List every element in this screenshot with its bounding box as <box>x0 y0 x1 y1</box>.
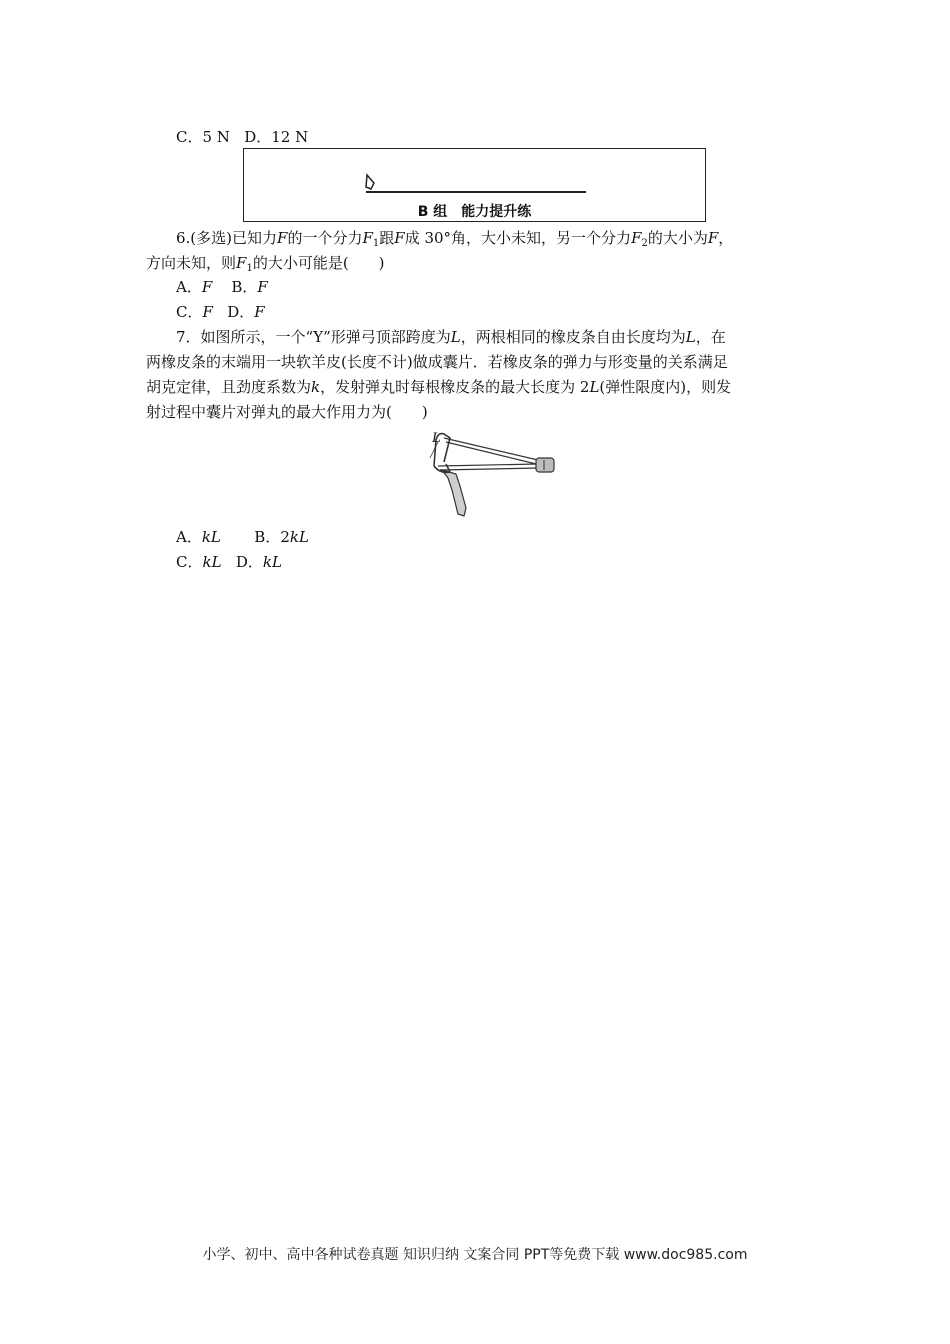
q6-stem-line-1: 6.(多选)已知力F的一个分力$F_1$跟F成 30°角，大小未知，另一个分力$F_2$的大小为F， <box>176 229 734 249</box>
q7-stem-line-1: 7．如图所示，一个“Y”形弹弓顶部跨度为L，两根相同的橡皮条自由长度均为L，在 <box>176 328 726 346</box>
q7-options-cd <box>176 549 836 575</box>
q6-option-d: D．F <box>227 303 265 321</box>
q5-options-cd <box>176 124 836 150</box>
q7-options-ab <box>176 524 836 550</box>
q5-option-c: C．5 N <box>176 128 230 146</box>
section-rule <box>366 191 586 193</box>
pen-nib-icon <box>364 173 380 191</box>
section-header-box <box>243 148 706 222</box>
q6-option-a: A．F <box>176 278 213 296</box>
q7-option-a: A．kL <box>176 528 221 546</box>
q5-option-d: D．12 N <box>244 128 309 146</box>
q6-option-b: B．F <box>231 278 268 296</box>
q6-options-cd <box>176 299 836 325</box>
page-footer: 小学、初中、高中各种试卷真题 知识归纳 文案合同 PPT等免费下载 www.doc985.com <box>202 1247 748 1263</box>
q7-stem-line-4: 射过程中囊片对弹丸的最大作用力为( ) <box>146 403 428 421</box>
q7-option-d: D．kL <box>235 553 282 571</box>
slingshot-figure <box>420 428 560 520</box>
q7-stem-line-2: 两橡皮条的末端用一块软羊皮(长度不计)做成囊片．若橡皮条的弹力与形变量的关系满足 <box>146 353 728 371</box>
figure-label-L: L <box>432 431 441 446</box>
q7-option-c: C．kL <box>176 553 222 571</box>
section-title: B 组 能力提升练 <box>417 204 532 220</box>
q6-option-c: C．F <box>176 303 213 321</box>
q7-stem-line-3: 胡克定律，且劲度系数为k，发射弹丸时每根橡皮条的最大长度为 2L(弹性限度内)，则发 <box>146 378 732 396</box>
q6-stem-line-2: 方向未知，则$F_1$的大小可能是( ) <box>146 254 385 274</box>
q6-options-ab <box>176 274 836 300</box>
q7-option-b: B．2kL <box>254 528 309 546</box>
